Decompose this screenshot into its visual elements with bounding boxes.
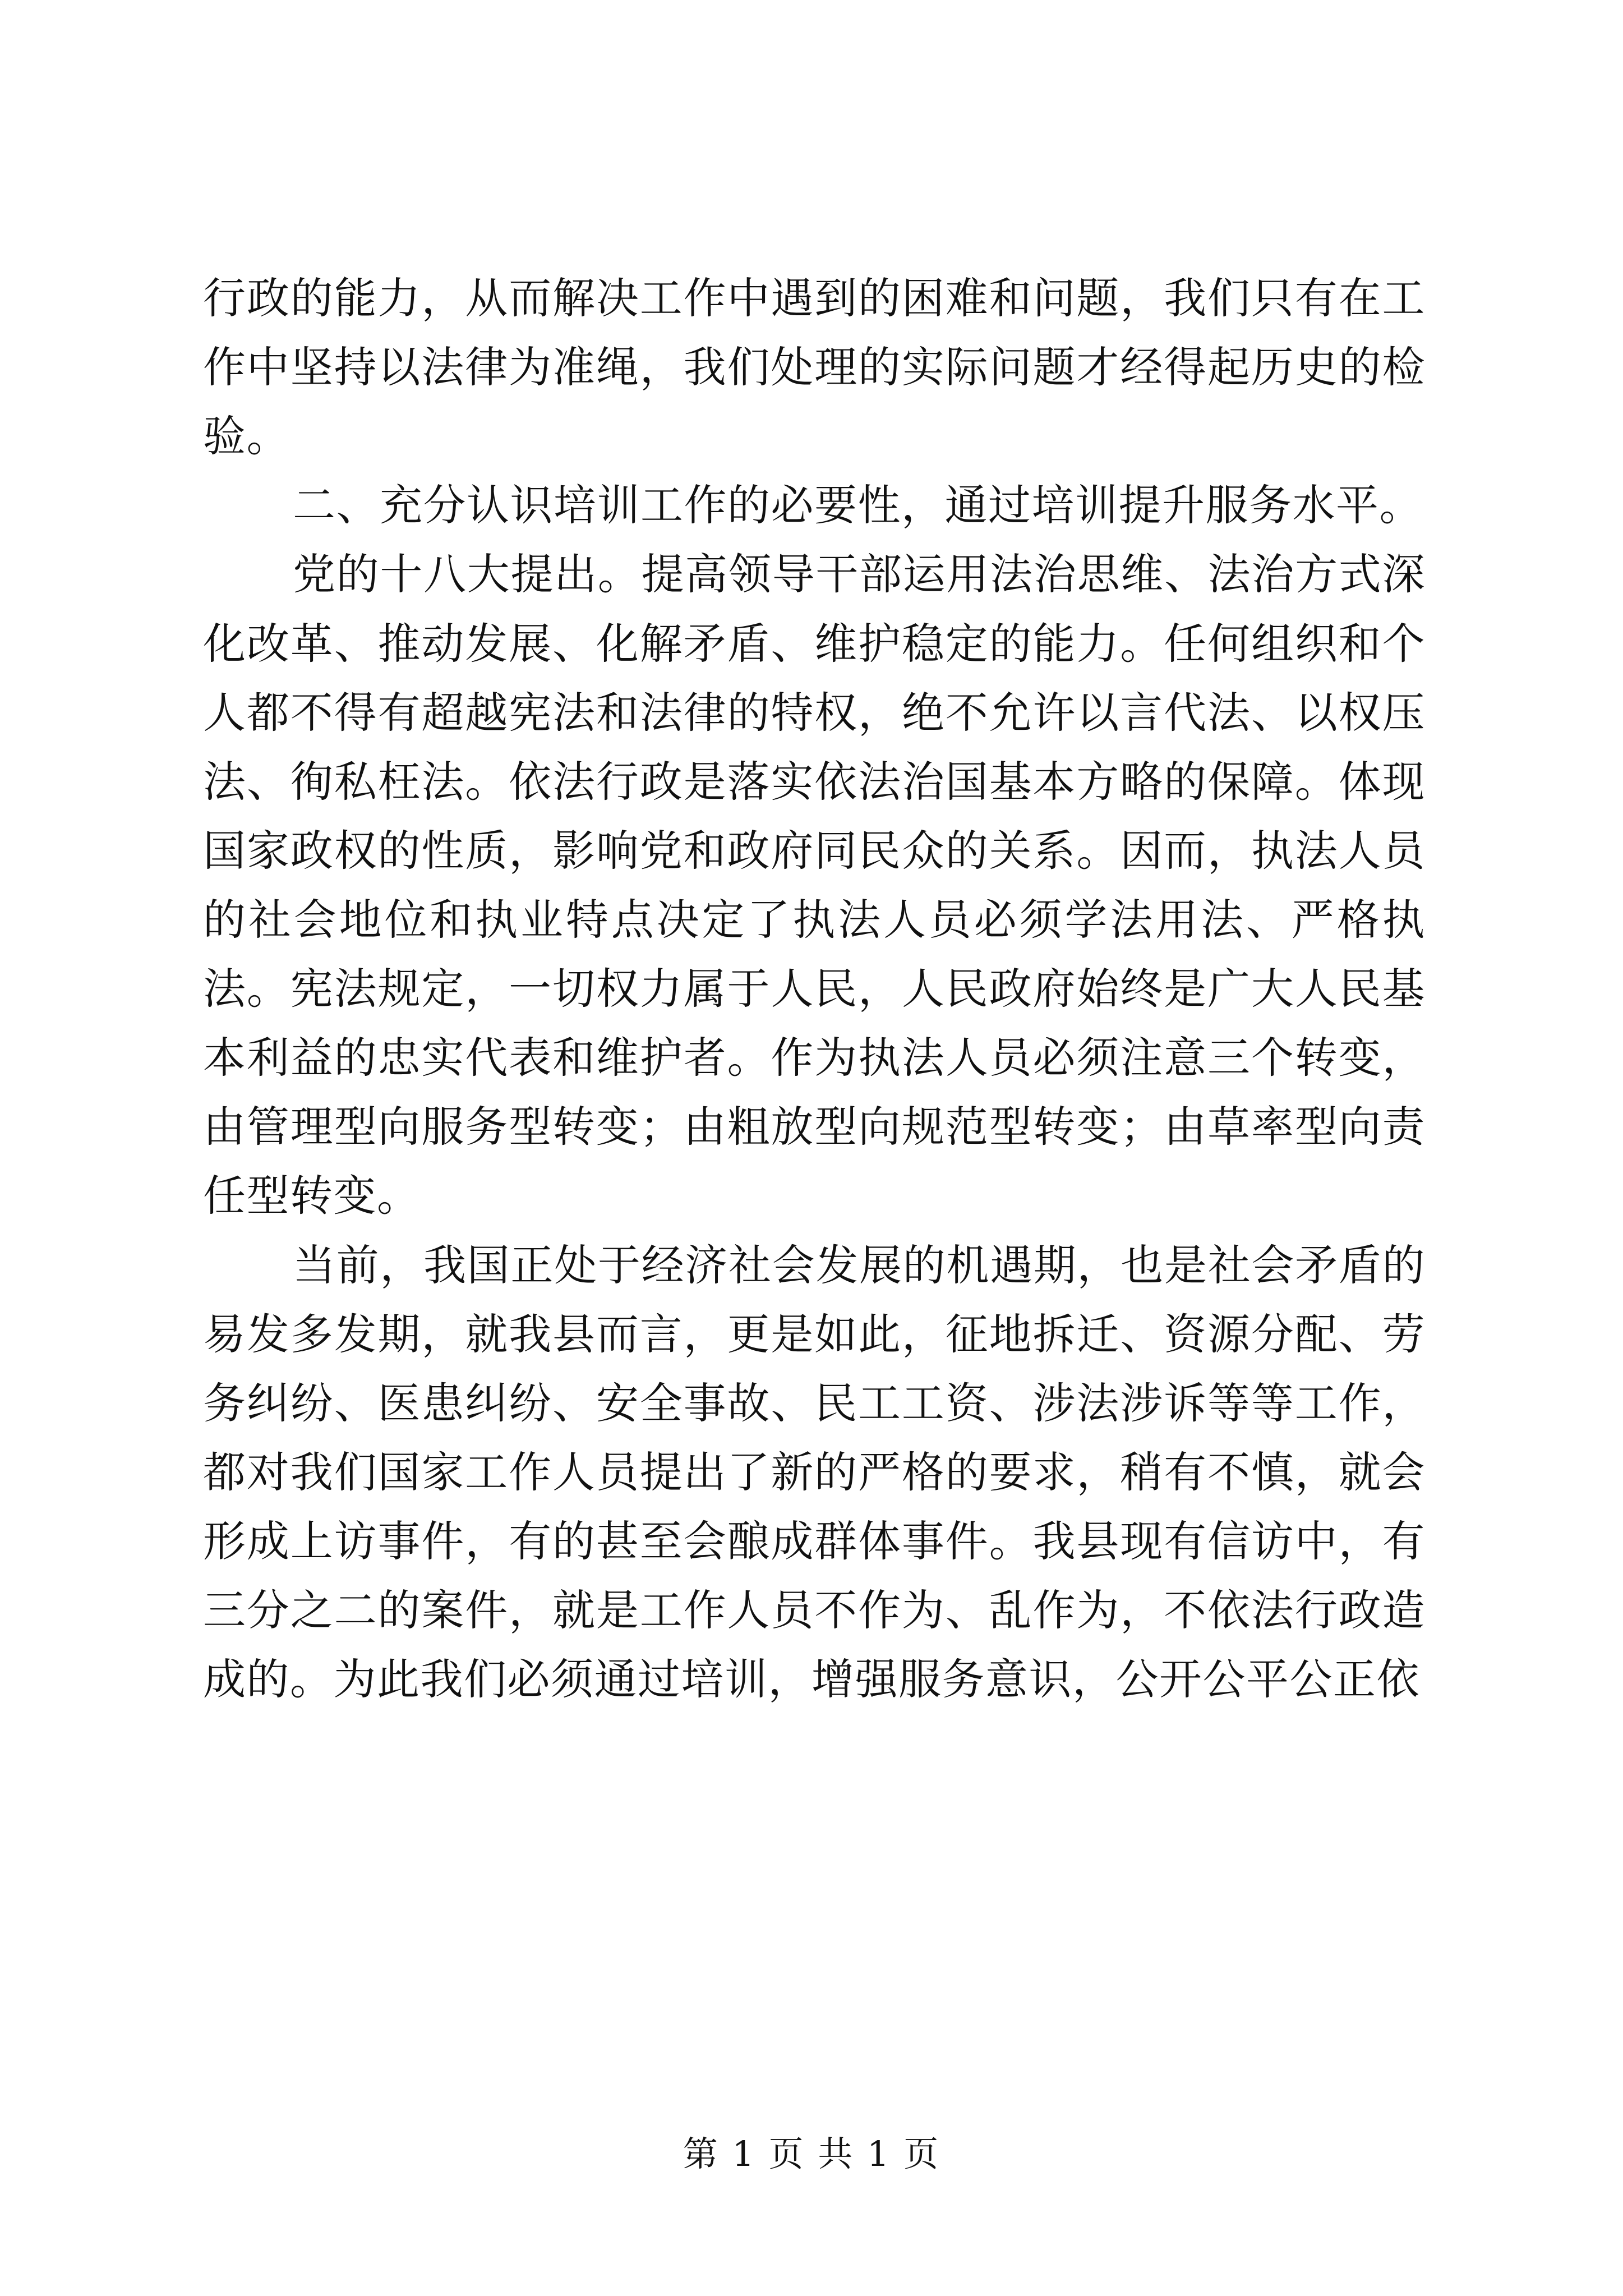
document-body xyxy=(203,264,1426,1714)
page-footer: 第 1 页 共 1 页 xyxy=(683,2133,940,2174)
paragraph-1: 行政的能力，从而解决工作中遇到的困难和问题，我们只有在工作中坚持以法律为准绳，我们处理的实际问题才经得起历史的检验。 xyxy=(203,273,1426,462)
paragraph-2-heading: 二、充分认识培训工作的必要性，通过培训提升服务水平。 xyxy=(293,480,1423,531)
paragraph-3: 党的十八大提出。提高领导干部运用法治思维、法治方式深化改革、推动发展、化解矛盾、维护稳定的能力。任何组织和个人都不得有超越宪法和法律的特权，绝不允许以言代法、以权压法、徇私枉法。依法行政是落实依法治国基本方略的保障。体现国家政权的性质，影响党和政府同民众的关系。因而，执法人员的社会地位和执业特点决定了执法人员必须学法用法、严格执法。宪法规定，一切权力属于人民，人民政府始终是广大人民基本利益的忠实代表和维护者。作为执法人员必须注意三个转变，由管理型向服务型转变；由粗放型向规范型转变；由草率型向责任型转变。 xyxy=(203,549,1426,1221)
paragraph-4: 当前，我国正处于经济社会发展的机遇期，也是社会矛盾的易发多发期，就我县而言，更是如此，征地拆迁、资源分配、劳务纠纷、医患纠纷、安全事故、民工工资、涉法涉诉等等工作，都对我们国家工作人员提出了新的严格的要求，稍有不慎，就会形成上访事件，有的甚至会酿成群体事件。我县现有信访中，有三分之二的案件，就是工作人员不作为、乱作为，不依法行政造成的。为此我们必须通过培训，增强服务意识，公开公平公正依 xyxy=(203,1240,1426,1705)
